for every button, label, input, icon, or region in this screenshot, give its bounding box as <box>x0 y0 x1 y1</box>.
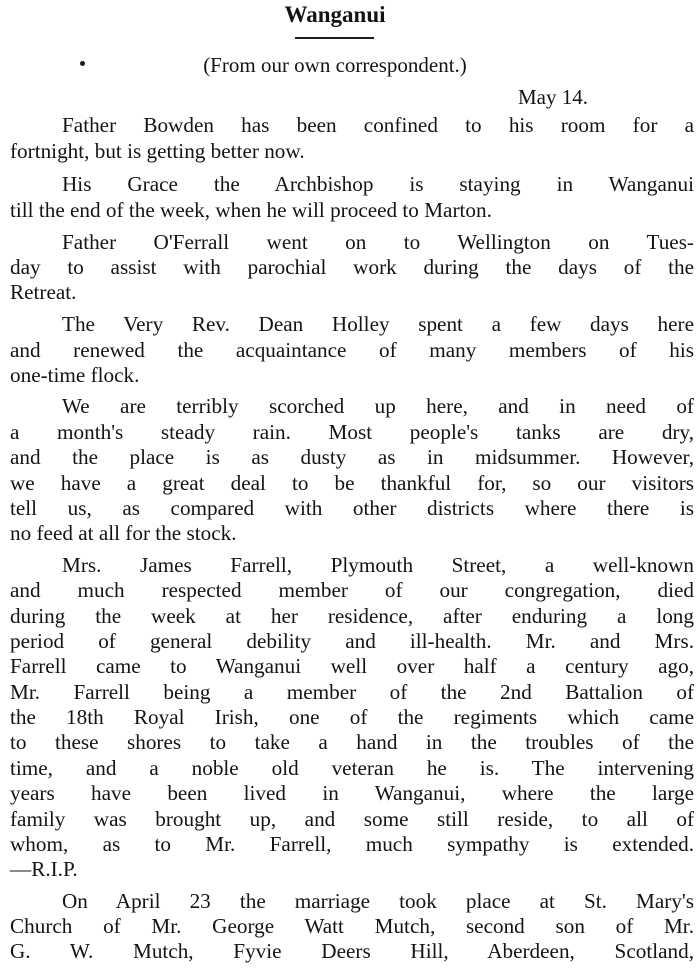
heading-rule <box>295 37 374 39</box>
text-line: and the place is as dusty as in midsummer. However, <box>10 445 694 469</box>
text-line: On April 23 the marriage took place at St. Mary's <box>62 889 694 913</box>
text-line: His Grace the Archbishop is staying in Wanganui <box>62 172 694 196</box>
text-line: to these shores to take a hand in the troubles of the <box>10 730 694 754</box>
text-line: no feed at all for the stock. <box>10 521 237 545</box>
text-line: Mr. Farrell being a member of the 2nd Battalion of <box>10 680 694 704</box>
text-line: Father O'Ferrall went on to Wellington on Tues- <box>62 230 694 254</box>
text-line: during the week at her residence, after enduring a long <box>10 604 694 628</box>
article-dateline: May 14. <box>518 85 588 109</box>
text-line: and renewed the acquaintance of many members of his <box>10 338 694 362</box>
text-line: and much respected member of our congregation, died <box>10 578 694 602</box>
text-line: —R.I.P. <box>10 857 78 881</box>
text-line: time, and a noble old veteran he is. The intervening <box>10 756 694 780</box>
text-line: The Very Rev. Dean Holley spent a few days here <box>62 312 694 336</box>
text-line: a month's steady rain. Most people's tanks are dry, <box>10 420 694 444</box>
text-line: fortnight, but is getting better now. <box>10 139 305 163</box>
text-line: we have a great deal to be thankful for, so our visitors <box>10 471 694 495</box>
text-line: family was brought up, and some still reside, to all of <box>10 807 694 831</box>
text-line: Church of Mr. George Watt Mutch, second son of Mr. <box>10 914 694 938</box>
text-line: till the end of the week, when he will proceed to Marton. <box>10 198 492 222</box>
text-line: period of general debility and ill-health. Mr. and Mrs. <box>10 629 694 653</box>
text-line: Retreat. <box>10 280 77 304</box>
text-line: day to assist with parochial work during the days of the <box>10 255 694 279</box>
article-heading: Wanganui <box>284 2 386 27</box>
text-line: whom, as to Mr. Farrell, much sympathy is extended. <box>10 832 694 856</box>
text-line: tell us, as compared with other districts where there is <box>10 496 694 520</box>
article-byline: (From our own correspondent.) <box>203 53 467 77</box>
text-line: one-time flock. <box>10 363 140 387</box>
text-line: Mrs. James Farrell, Plymouth Street, a well-known <box>62 553 694 577</box>
text-line: the 18th Royal Irish, one of the regiments which came <box>10 705 694 729</box>
text-line: Father Bowden has been confined to his room for a <box>62 113 694 137</box>
text-line: G. W. Mutch, Fyvie Deers Hill, Aberdeen, Scotland, <box>10 939 694 963</box>
text-line: years have been lived in Wanganui, where the large <box>10 781 694 805</box>
text-line: We are terribly scorched up here, and in need of <box>62 394 694 418</box>
text-line: Farrell came to Wanganui well over half a century ago, <box>10 654 694 678</box>
